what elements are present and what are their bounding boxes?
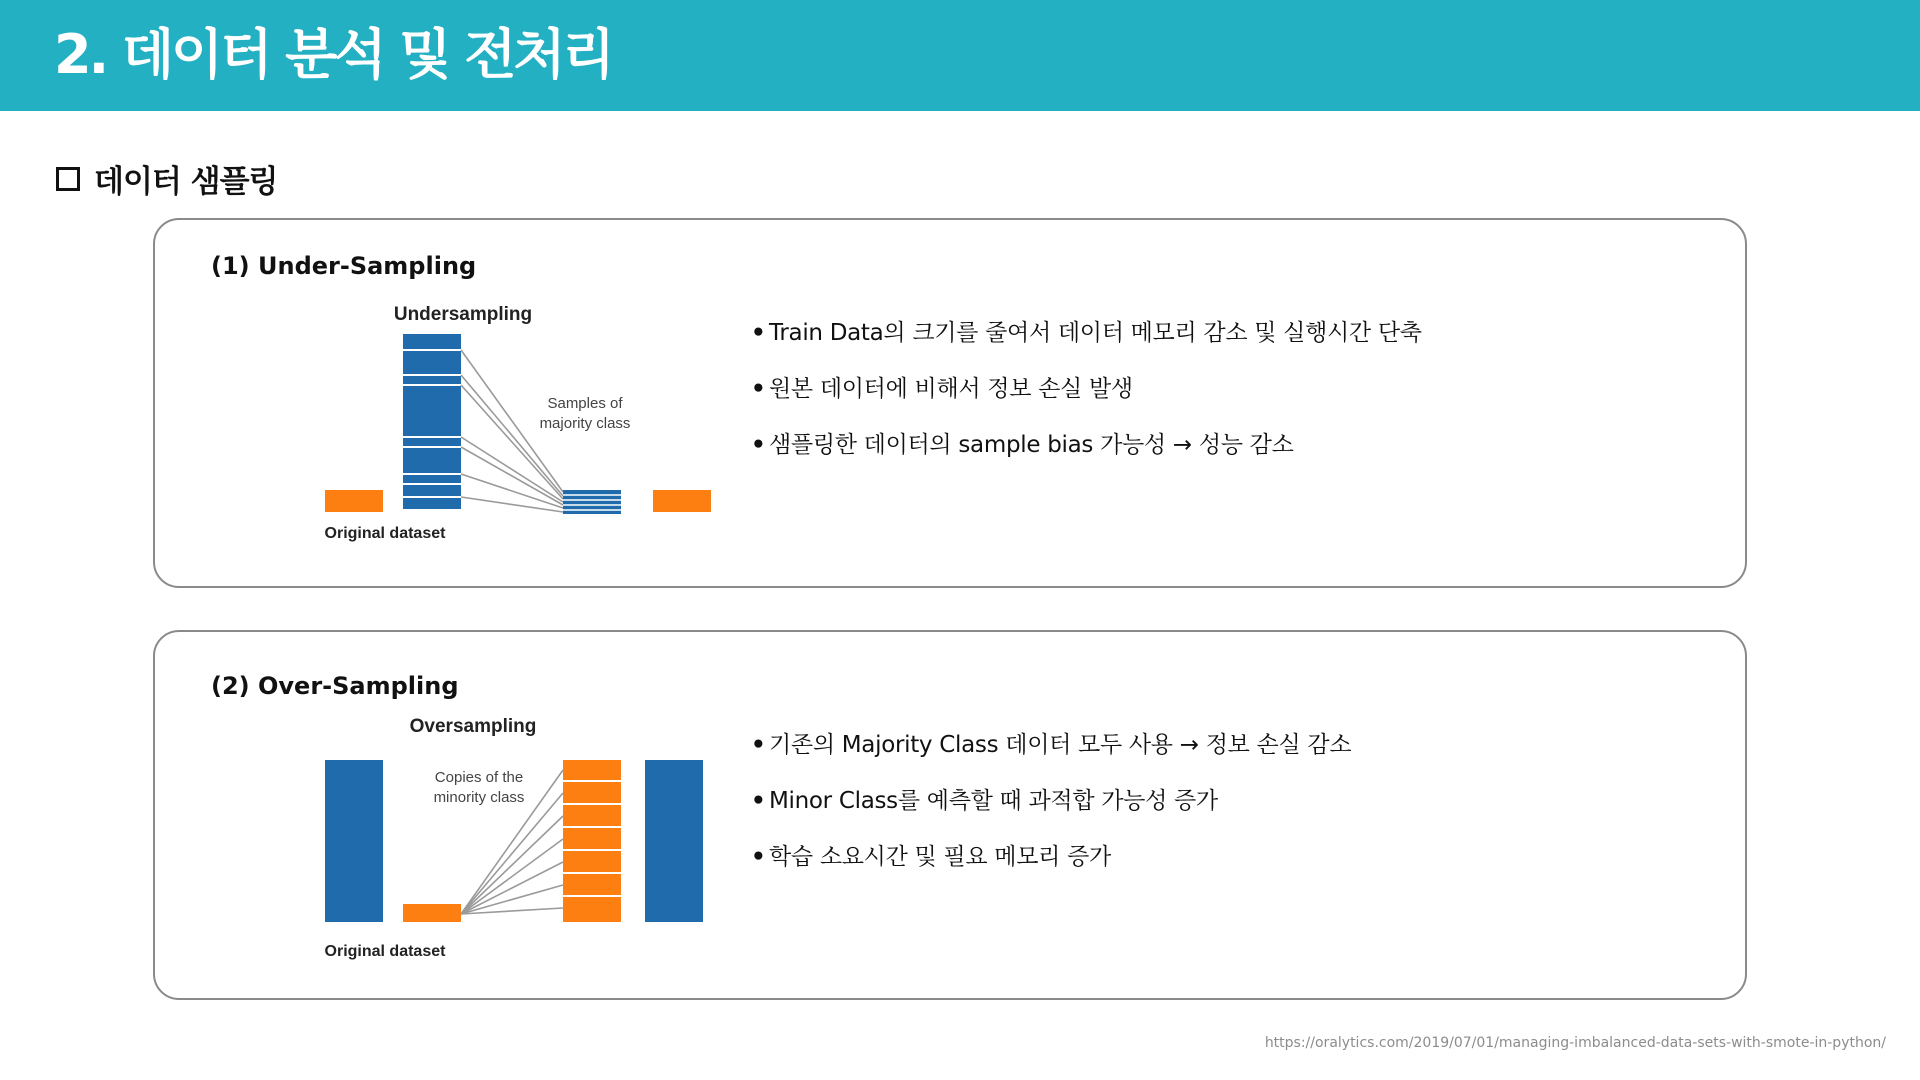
minority-class-bar (325, 490, 383, 512)
bullet-dot: • (751, 376, 766, 402)
oversampling-diagram-title: Oversampling (409, 716, 537, 737)
undersampling-bullets (751, 318, 1422, 486)
section-heading (56, 156, 277, 201)
minority-copies-bar (563, 760, 621, 922)
page-title: 2. 데이터 분석 및 전처리 (54, 23, 612, 86)
annotation-line-2: majority class (539, 415, 631, 432)
oversampling-title: (2) Over-Sampling (211, 672, 459, 700)
oversampling-diagram (273, 708, 693, 998)
annotation-line-2: minority class (433, 789, 525, 806)
majority-class-bar (403, 334, 461, 509)
list-item (751, 730, 1351, 760)
minority-class-bar-resampled (653, 490, 711, 512)
original-dataset-label: Original dataset (324, 943, 446, 960)
section-heading-text: 데이터 샘플링 (94, 164, 278, 200)
bullet-text: Minor Class를 예측할 때 과적합 가능성 증가 (769, 788, 1218, 814)
bullet-text: 원본 데이터에 비해서 정보 손실 발생 (769, 376, 1133, 402)
bullet-dot: • (751, 732, 766, 758)
list-item (751, 430, 1422, 460)
undersampling-diagram (273, 292, 693, 582)
bullet-text: 샘플링한 데이터의 sample bias 가능성 → 성능 감소 (769, 432, 1294, 458)
bullet-text: 기존의 Majority Class 데이터 모두 사용 → 정보 손실 감소 (769, 732, 1352, 758)
source-url: https://oralytics.com/2019/07/01/managing-imbalanced-data-sets-with-smote-in-python/ (1264, 1035, 1886, 1051)
undersampling-title: (1) Under-Sampling (211, 252, 477, 280)
bullet-text: 학습 소요시간 및 필요 메모리 증가 (769, 844, 1111, 870)
bullet-dot: • (751, 788, 766, 814)
bullet-dot: • (751, 844, 766, 870)
list-item (751, 374, 1422, 404)
annotation-line-1: Samples of (547, 395, 623, 412)
undersampling-panel (153, 218, 1747, 588)
bullet-dot: • (751, 432, 766, 458)
undersampling-diagram-title: Undersampling (393, 304, 533, 325)
annotation-line-1: Copies of the (434, 769, 524, 786)
header-bar (0, 0, 1920, 111)
list-item (751, 842, 1351, 872)
list-item (751, 318, 1422, 348)
checkbox-icon (56, 167, 80, 191)
list-item (751, 786, 1351, 816)
bullet-text: Train Data의 크기를 줄여서 데이터 메모리 감소 및 실행시간 단축 (769, 320, 1422, 346)
original-dataset-label: Original dataset (324, 525, 446, 542)
majority-class-bar (325, 760, 383, 922)
oversampling-panel (153, 630, 1747, 1000)
majority-class-bar-resampled (645, 760, 703, 922)
oversampling-bullets (751, 730, 1351, 898)
minority-class-bar (403, 904, 461, 922)
bullet-dot: • (751, 320, 766, 346)
